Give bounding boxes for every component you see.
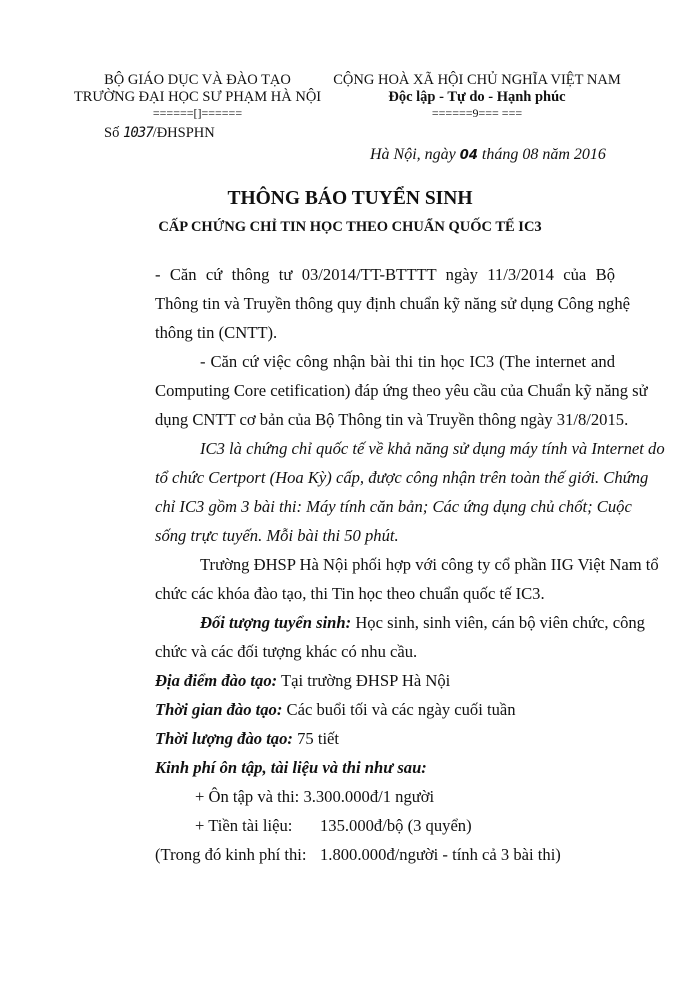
fee-note-label: (Trong đó kinh phí thi:	[155, 845, 307, 864]
location-value: Tại trường ĐHSP Hà Nội	[281, 671, 451, 690]
p3-line-3-text: chỉ IC3 gồm 3 bài thi: Máy tính căn bản; Các ứng dụng chủ chốt; Cuộc	[155, 497, 632, 516]
date-line	[370, 146, 606, 164]
p1-line-1	[155, 265, 615, 285]
header-right-separator: ======9=== ===	[431, 106, 523, 120]
page-subtitle: CẤP CHỨNG CHỈ TIN HỌC THEO CHUẨN QUỐC TẾ IC3	[158, 219, 542, 235]
p4-line-1	[155, 555, 659, 575]
fee-item-2-value: 135.000đ/bộ (3 quyển)	[320, 816, 472, 835]
duration-label: Thời lượng đào tạo:	[155, 729, 293, 748]
p1-line-2	[155, 294, 630, 314]
p2-line-3: dụng CNTT cơ bản của Bộ Thông tin và Truyền thông ngày 31/8/2015.	[155, 410, 629, 429]
doc-number-suffix: /ĐHSPHN	[152, 125, 215, 141]
p3-line-2	[155, 468, 649, 488]
duration-value: 75 tiết	[297, 729, 340, 748]
location-label: Địa điểm đào tạo:	[155, 671, 278, 690]
duration-line	[155, 729, 339, 749]
target-label: Đối tượng tuyển sinh:	[200, 613, 352, 632]
header-right	[327, 72, 627, 121]
fees-label: Kinh phí ôn tập, tài liệu và thi như sau:	[155, 758, 427, 777]
doc-number-handwritten: 1037	[122, 125, 153, 141]
target-line-1-wrap	[155, 613, 645, 633]
doc-number-prefix: Số	[104, 125, 120, 141]
p1-line-3: thông tin (CNTT).	[155, 323, 278, 342]
date-day-handwritten: 04	[459, 148, 478, 163]
p3-line-4: sống trực tuyến. Mỗi bài thi 50 phút.	[155, 526, 399, 545]
target-value-1: Học sinh, sinh viên, cán bộ viên chức, công	[355, 613, 645, 632]
p4-line-2: chức các khóa đào tạo, thi Tin học theo chuẩn quốc tế IC3.	[155, 584, 545, 603]
date-prefix: Hà Nội, ngày	[370, 146, 456, 163]
p2-line-1	[155, 352, 615, 372]
page-title: THÔNG BÁO TUYỂN SINH	[227, 188, 473, 209]
fee-item-1: + Ôn tập và thi: 3.300.000đ/1 người	[195, 787, 435, 806]
fee-item-2-label: + Tiền tài liệu:	[195, 816, 293, 835]
target-line-2: chức và các đối tượng khác có nhu cầu.	[155, 642, 418, 661]
schedule-value: Các buổi tối và các ngày cuối tuần	[286, 700, 516, 719]
p1-line-1-text: - Căn cứ thông tư 03/2014/TT-BTTTT ngày 11/3/2014 của Bộ	[155, 265, 615, 284]
p3-line-2-text: tổ chức Certport (Hoa Kỳ) cấp, được công nhận trên toàn thế giới. Chứng	[155, 468, 649, 487]
p4-line-1-text: Trường ĐHSP Hà Nội phối hợp với công ty cổ phần IIG Việt Nam tổ	[200, 555, 659, 574]
p2-line-2-text: Computing Core cetification) đáp ứng theo yêu cầu của Chuẩn kỹ năng sử	[155, 381, 648, 400]
university-name: TRƯỜNG ĐẠI HỌC SƯ PHẠM HÀ NỘI	[73, 89, 322, 105]
schedule-line	[155, 700, 516, 720]
header-left	[70, 72, 325, 121]
location-line	[155, 671, 450, 691]
ministry-name: BỘ GIÁO DỤC VÀ ĐÀO TẠO	[104, 72, 291, 88]
target-line-1	[155, 613, 645, 633]
doc-number	[104, 125, 215, 142]
p2-line-2	[155, 381, 648, 401]
header-left-separator: ======[]======	[152, 106, 243, 120]
p1-line-2-text: Thông tin và Truyền thông quy định chuẩn kỹ năng sử dụng Công nghệ	[155, 294, 630, 313]
schedule-label: Thời gian đào tạo:	[155, 700, 283, 719]
p3-line-1	[155, 439, 665, 459]
p3-line-3	[155, 497, 632, 517]
p3-line-1-text: IC3 là chứng chỉ quốc tế về khả năng sử dụng máy tính và Internet do	[200, 439, 665, 458]
country-name: CỘNG HOÀ XÃ HỘI CHỦ NGHĨA VIỆT NAM	[333, 72, 621, 88]
p2-line-1-text: - Căn cứ việc công nhận bài thi tin học IC3 (The internet and	[200, 352, 615, 371]
national-motto: Độc lập - Tự do - Hạnh phúc	[388, 89, 566, 105]
date-suffix: tháng 08 năm 2016	[481, 146, 606, 163]
fee-note-value: 1.800.000đ/người - tính cả 3 bài thi)	[320, 845, 561, 864]
